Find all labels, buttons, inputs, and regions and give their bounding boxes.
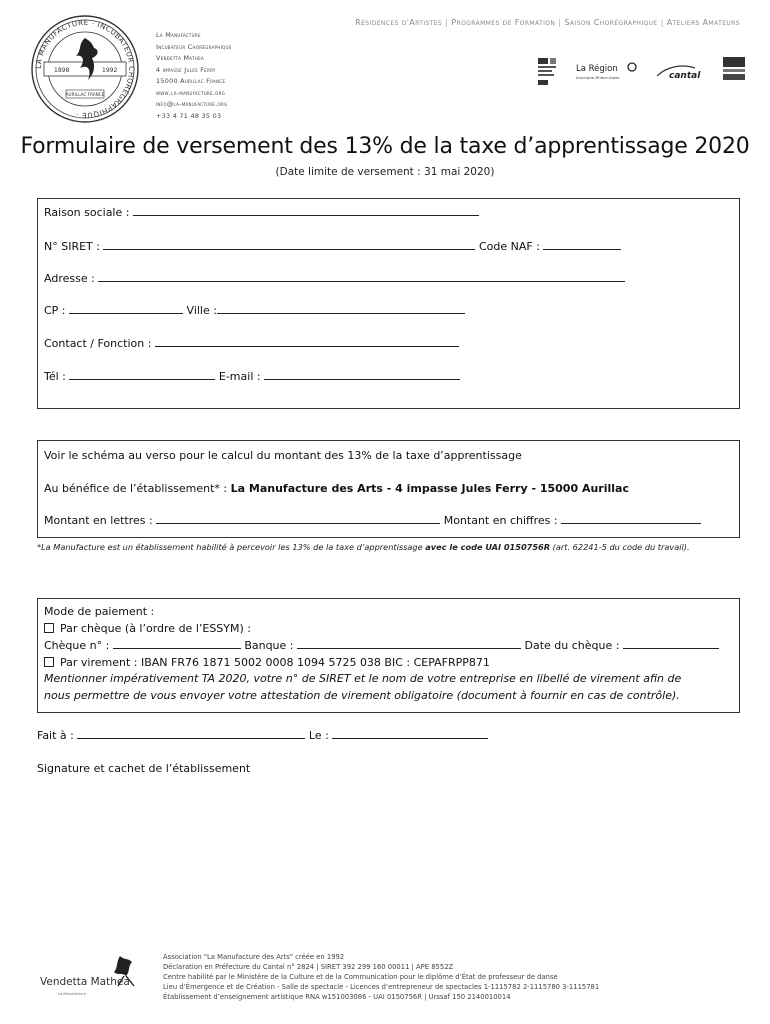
manufacture-seal-logo: [30, 14, 140, 124]
form-title: Formulaire de versement des 13% de la taxe d’apprentissage 2020: [20, 134, 750, 159]
region-logo-sub: Auvergne-Rhône-Alpes: [576, 75, 620, 80]
cantal-logo-label: cantal: [669, 71, 701, 81]
vendetta-mathea-logo: [38, 952, 156, 1002]
org-line: 4 impasse Jules Ferry: [156, 65, 216, 74]
banque-line[interactable]: [297, 647, 521, 649]
montant-lettres-line[interactable]: [156, 522, 440, 524]
footer-line: Lieu d’Émergence et de Création - Salle de spectacle - Licences d’entrepreneur de spectacles 1-1115782 2-1115780 3-1115781: [163, 983, 600, 991]
footer-legal-info: [163, 952, 599, 1002]
raison-sociale-field[interactable]: [44, 206, 479, 219]
seal-year-left: 1898: [54, 67, 70, 74]
organization-address-block: [156, 30, 232, 122]
org-line: 15000 Aurillac France: [156, 77, 226, 85]
contact-label: Contact / Fonction :: [44, 337, 152, 350]
fait-a-line[interactable]: [77, 737, 305, 739]
form-subtitle: (Date limite de versement : 31 mai 2020): [275, 166, 495, 178]
virement-checkbox[interactable]: [44, 657, 54, 667]
footer-logo-sub: La Manufacture: [58, 992, 86, 996]
org-line: La Manufacture: [156, 31, 201, 39]
partner-logo: [722, 56, 746, 82]
amount-field[interactable]: [44, 514, 701, 527]
region-logo: [576, 60, 646, 82]
banque-label: Banque :: [244, 639, 294, 652]
code-naf-label: Code NAF :: [478, 240, 540, 253]
org-line: Incubateur Chorégraphique: [156, 42, 232, 51]
siret-label: N° SIRET :: [44, 240, 100, 253]
cheque-option[interactable]: [44, 622, 251, 635]
raison-sociale-label: Raison sociale :: [44, 206, 130, 219]
date-cheque-line[interactable]: [623, 647, 719, 649]
siret-field[interactable]: [44, 240, 621, 253]
email-label: E-mail :: [218, 370, 261, 383]
beneficiary-label: Au bénéfice de l’établissement* :: [44, 482, 228, 495]
fait-a-label: Fait à :: [37, 729, 74, 742]
footnote-article: (art. 62241-5 du code du travail).: [552, 542, 690, 552]
le-label: Le :: [308, 729, 329, 742]
montant-chiffres-line[interactable]: [561, 522, 701, 524]
org-line: Vendetta Mathea: [156, 54, 204, 62]
seal-ring-text: LA MANUFACTURE · INCUBATEUR CHORÉGRAPHIQUE ·: [33, 17, 137, 121]
signature-label: Signature et cachet de l’établissement: [37, 762, 251, 775]
transfer-instruction-2: nous permettre de vous envoyer votre attestation de virement obligatoire (document à fournir en cas de contrôle).: [44, 689, 680, 702]
footnote-uai-code: avec le code UAI 0150756R: [425, 542, 551, 552]
seal-year-right: 1992: [102, 67, 118, 74]
org-email: info@la-manufacture.org: [156, 100, 228, 108]
nav-item-programmes: Programmes de Formation: [451, 18, 556, 27]
ville-line[interactable]: [217, 312, 465, 314]
cheque-num-label: Chèque n° :: [44, 639, 110, 652]
cheque-details-field[interactable]: [44, 639, 719, 652]
beneficiary-line: [44, 482, 629, 495]
government-logo: [536, 56, 572, 88]
payment-mode-label: Mode de paiement :: [44, 605, 155, 618]
cp-label: CP :: [44, 304, 66, 317]
nav-item-residences: Résidences d'Artistes: [355, 18, 443, 27]
cheque-num-line[interactable]: [113, 647, 241, 649]
cp-ville-field[interactable]: [44, 304, 465, 317]
footer-logo-text: Vendetta Mathea: [40, 976, 130, 988]
nav-item-saison: Saison Chorégraphique: [564, 18, 658, 27]
virement-option[interactable]: [44, 656, 490, 669]
adresse-line[interactable]: [98, 280, 625, 282]
adresse-field[interactable]: [44, 272, 625, 285]
schema-note: Voir le schéma au verso pour le calcul du montant des 13% de la taxe d’apprentissage: [44, 449, 522, 462]
seal-banner-text: AURILLAC FRANCE: [65, 92, 105, 97]
email-line[interactable]: [264, 378, 460, 380]
montant-chiffres-label: Montant en chiffres :: [443, 514, 558, 527]
org-website: www.la-manufacture.org: [156, 88, 226, 97]
transfer-instruction-1: Mentionner impérativement TA 2020, votre n° de SIRET et le nom de votre entreprise en libellé de virement afin de: [44, 672, 682, 685]
code-naf-line[interactable]: [543, 248, 621, 250]
cheque-option-label: Par chèque (à l’ordre de l’ESSYM) :: [60, 622, 251, 635]
top-navigation: Résidences d'Artistes | Programmes de Formation | Saison Chorégraphique | Ateliers Amateurs: [355, 18, 740, 27]
tel-line[interactable]: [69, 378, 215, 380]
beneficiary-value: La Manufacture des Arts - 4 impasse Jules Ferry - 15000 Aurillac: [230, 482, 629, 495]
footnote-text: *La Manufacture est un établissement habilité à percevoir les 13% de la taxe d’apprentissage: [37, 542, 423, 552]
footer-line: Centre habilité par le Ministère de la Culture et de la Communication pour le diplôme d’État de professeur de danse: [163, 973, 558, 981]
nav-item-ateliers: Ateliers Amateurs: [666, 18, 740, 27]
cp-line[interactable]: [69, 312, 183, 314]
org-phone: +33 4 71 48 35 03: [156, 111, 222, 120]
virement-option-label: Par virement : IBAN FR76 1871 5002 0008 1094 5725 038 BIC : CEPAFRPP871: [60, 656, 490, 669]
tel-label: Tél :: [44, 370, 66, 383]
le-line[interactable]: [332, 737, 488, 739]
footnote-uai: [37, 540, 742, 554]
ville-label: Ville :: [186, 304, 217, 317]
raison-sociale-line[interactable]: [133, 214, 479, 216]
footer-line: Établissement d’enseignement artistique RNA w151003086 - UAI 0150756R | Urssaf 150 2140010014: [163, 993, 511, 1001]
region-logo-label: La Région: [576, 64, 618, 74]
contact-line[interactable]: [155, 345, 459, 347]
contact-field[interactable]: [44, 337, 459, 350]
footer-line: Déclaration en Préfecture du Cantal n° 2824 | SIRET 392 299 160 00011 | APE 8552Z: [163, 963, 454, 971]
tel-email-field[interactable]: [44, 370, 460, 383]
cheque-checkbox[interactable]: [44, 623, 54, 633]
place-date-field[interactable]: [37, 729, 488, 742]
footer-line: Association "La Manufacture des Arts" créée en 1992: [163, 953, 345, 961]
date-cheque-label: Date du chèque :: [524, 639, 620, 652]
adresse-label: Adresse :: [44, 272, 95, 285]
siret-line[interactable]: [103, 248, 475, 250]
cantal-logo: [655, 62, 710, 82]
montant-lettres-label: Montant en lettres :: [44, 514, 153, 527]
